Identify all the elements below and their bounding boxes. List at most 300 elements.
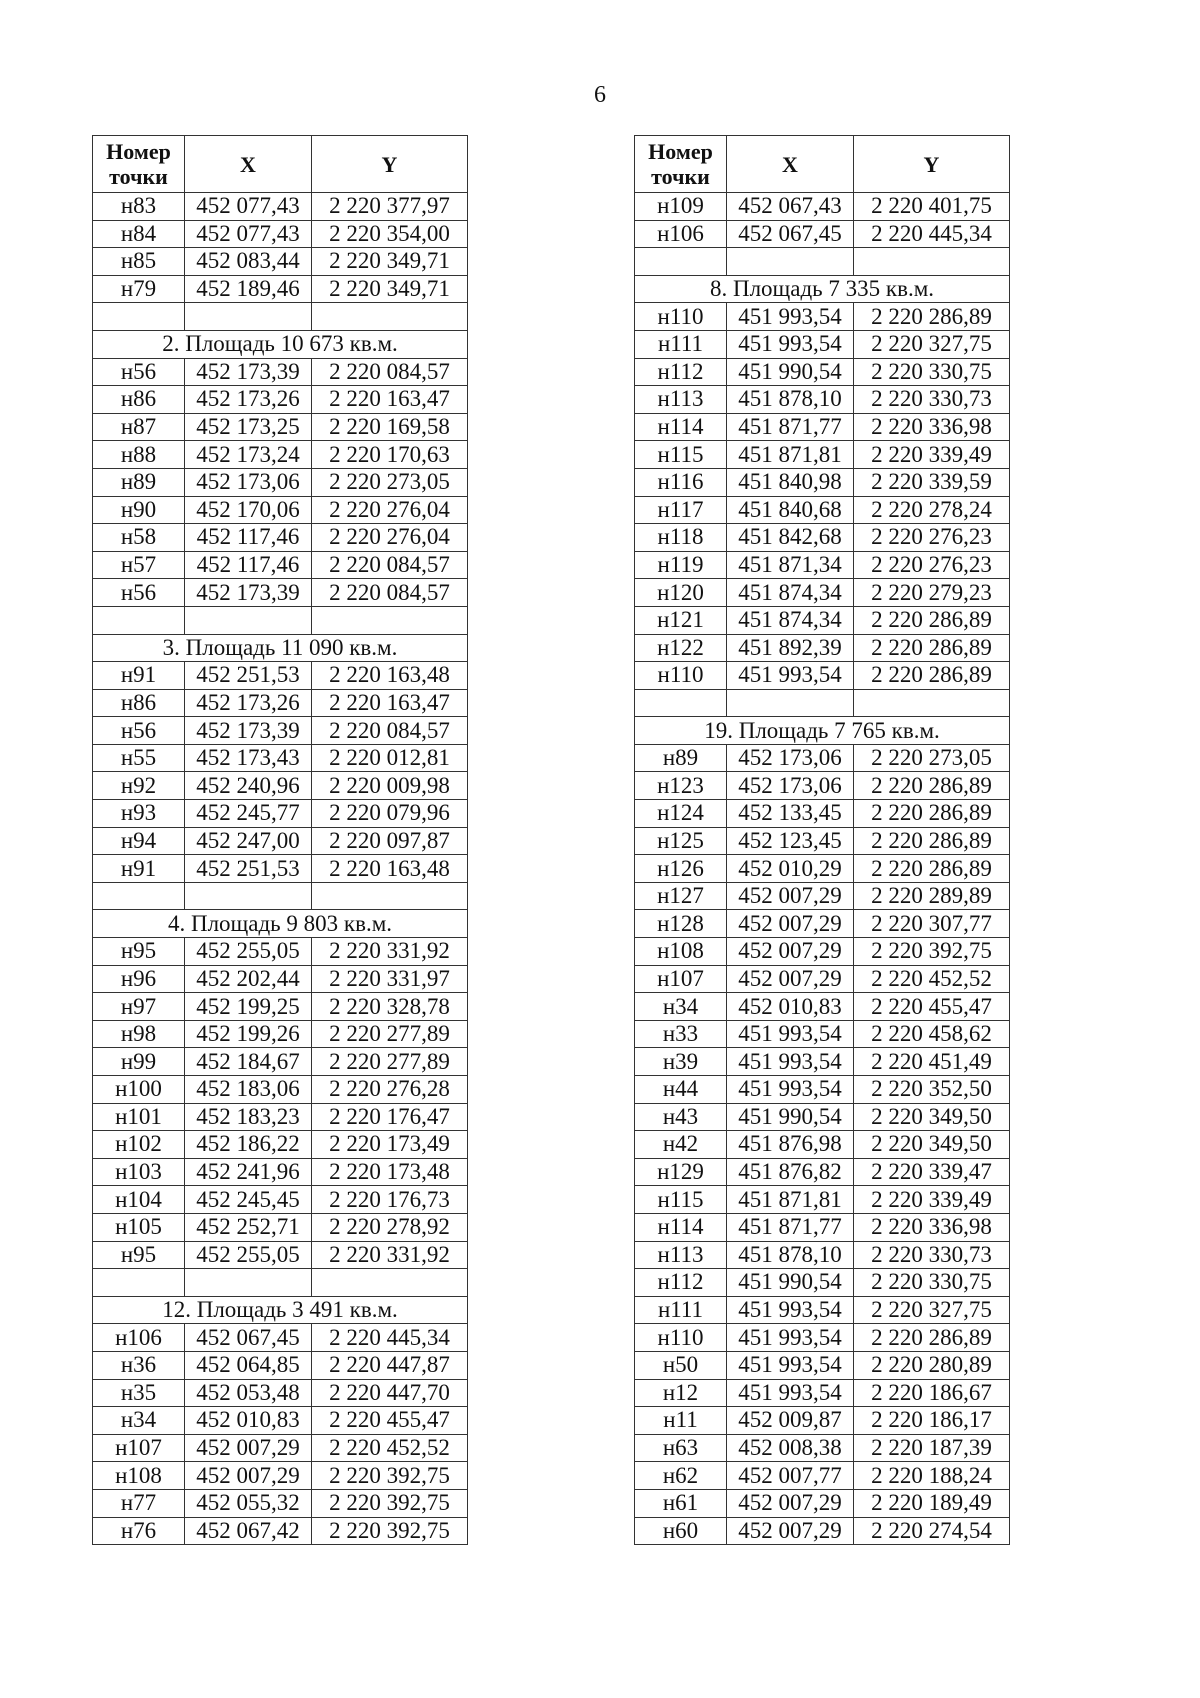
x-coordinate-cell: 452 255,05 (185, 938, 312, 966)
point-number-cell: н76 (93, 1517, 185, 1545)
point-number-cell: н33 (635, 1020, 727, 1048)
y-coordinate-cell: 2 220 084,57 (312, 358, 468, 386)
table-row (93, 193, 468, 221)
table-row (635, 606, 1010, 634)
y-coordinate-cell: 2 220 176,73 (312, 1186, 468, 1214)
point-number-cell: н43 (635, 1103, 727, 1131)
point-number-cell: н108 (635, 938, 727, 966)
y-coordinate-cell: 2 220 188,24 (854, 1462, 1010, 1490)
x-coordinate-cell: 451 871,81 (727, 441, 854, 469)
x-coordinate-cell: 451 874,34 (727, 579, 854, 607)
x-coordinate-cell: 452 123,45 (727, 827, 854, 855)
x-coordinate-cell: 451 993,54 (727, 330, 854, 358)
table-body (635, 193, 1010, 1545)
section-title: 8. Площадь 7 335 кв.м. (635, 275, 1010, 303)
table-row (93, 358, 468, 386)
point-number-cell: н124 (635, 800, 727, 828)
y-coordinate-cell: 2 220 447,70 (312, 1379, 468, 1407)
x-coordinate-cell: 452 173,39 (185, 717, 312, 745)
x-coordinate-cell: 451 993,54 (727, 1379, 854, 1407)
point-number-cell: н109 (635, 193, 727, 221)
point-number-cell: н35 (93, 1379, 185, 1407)
table-row (635, 220, 1010, 248)
point-number-cell: н99 (93, 1048, 185, 1076)
table-row (93, 496, 468, 524)
table-row (635, 1076, 1010, 1104)
y-coordinate-cell: 2 220 286,89 (854, 800, 1010, 828)
y-coordinate-cell: 2 220 079,96 (312, 800, 468, 828)
table-row (93, 413, 468, 441)
y-coordinate-cell: 2 220 349,50 (854, 1131, 1010, 1159)
section-title-row (93, 1296, 468, 1324)
empty-cell (312, 1269, 468, 1297)
y-coordinate-cell: 2 220 336,98 (854, 413, 1010, 441)
point-number-cell: н123 (635, 772, 727, 800)
table-row (635, 468, 1010, 496)
empty-cell (312, 882, 468, 910)
empty-cell (312, 303, 468, 331)
point-number-cell: н128 (635, 910, 727, 938)
x-coordinate-cell: 452 064,85 (185, 1351, 312, 1379)
x-coordinate-cell: 451 871,77 (727, 1213, 854, 1241)
table-row (93, 468, 468, 496)
y-coordinate-cell: 2 220 307,77 (854, 910, 1010, 938)
x-coordinate-cell: 451 871,34 (727, 551, 854, 579)
point-number-cell: н77 (93, 1489, 185, 1517)
y-coordinate-cell: 2 220 352,50 (854, 1076, 1010, 1104)
y-coordinate-cell: 2 220 276,23 (854, 551, 1010, 579)
empty-cell (185, 882, 312, 910)
x-coordinate-cell: 452 010,83 (727, 993, 854, 1021)
y-coordinate-cell: 2 220 278,92 (312, 1213, 468, 1241)
x-coordinate-cell: 452 173,26 (185, 386, 312, 414)
table-row (93, 1020, 468, 1048)
table-row (93, 1131, 468, 1159)
x-coordinate-cell: 452 251,53 (185, 662, 312, 690)
x-coordinate-cell: 452 007,29 (727, 938, 854, 966)
point-number-cell: н95 (93, 938, 185, 966)
y-coordinate-cell: 2 220 447,87 (312, 1351, 468, 1379)
table-row (635, 1324, 1010, 1352)
x-coordinate-cell: 451 871,81 (727, 1186, 854, 1214)
y-coordinate-cell: 2 220 170,63 (312, 441, 468, 469)
blank-row (635, 689, 1010, 717)
table-row (635, 1379, 1010, 1407)
y-coordinate-cell: 2 220 276,04 (312, 524, 468, 552)
y-coordinate-cell: 2 220 286,89 (854, 827, 1010, 855)
y-coordinate-cell: 2 220 339,47 (854, 1158, 1010, 1186)
table-row (93, 551, 468, 579)
y-coordinate-cell: 2 220 327,75 (854, 1296, 1010, 1324)
empty-cell (93, 1269, 185, 1297)
point-number-cell: н57 (93, 551, 185, 579)
table-row (635, 1434, 1010, 1462)
x-coordinate-cell: 451 871,77 (727, 413, 854, 441)
x-coordinate-cell: 452 173,06 (727, 772, 854, 800)
point-number-cell: н110 (635, 303, 727, 331)
x-coordinate-cell: 452 173,24 (185, 441, 312, 469)
y-coordinate-cell: 2 220 392,75 (312, 1462, 468, 1490)
y-coordinate-cell: 2 220 452,52 (854, 965, 1010, 993)
point-number-cell: н96 (93, 965, 185, 993)
x-coordinate-cell: 452 083,44 (185, 248, 312, 276)
point-number-cell: н39 (635, 1048, 727, 1076)
y-coordinate-cell: 2 220 277,89 (312, 1020, 468, 1048)
y-coordinate-cell: 2 220 276,23 (854, 524, 1010, 552)
table-row (93, 1186, 468, 1214)
point-number-cell: н107 (635, 965, 727, 993)
x-coordinate-cell: 452 133,45 (727, 800, 854, 828)
y-coordinate-cell: 2 220 330,73 (854, 1241, 1010, 1269)
point-number-cell: н94 (93, 827, 185, 855)
x-coordinate-cell: 452 245,45 (185, 1186, 312, 1214)
x-coordinate-cell: 452 241,96 (185, 1158, 312, 1186)
x-coordinate-cell: 452 183,06 (185, 1076, 312, 1104)
table-row (635, 662, 1010, 690)
x-coordinate-cell: 452 077,43 (185, 193, 312, 221)
table-row (93, 1213, 468, 1241)
point-number-cell: н112 (635, 358, 727, 386)
section-title: 4. Площадь 9 803 кв.м. (93, 910, 468, 938)
y-coordinate-cell: 2 220 276,04 (312, 496, 468, 524)
table-header-row (635, 136, 1010, 193)
x-coordinate-cell: 452 067,43 (727, 193, 854, 221)
table-row (635, 1489, 1010, 1517)
table-row (93, 744, 468, 772)
table-row (635, 634, 1010, 662)
point-number-cell: н114 (635, 413, 727, 441)
y-coordinate-cell: 2 220 289,89 (854, 882, 1010, 910)
x-coordinate-cell: 451 840,68 (727, 496, 854, 524)
table-row (93, 1434, 468, 1462)
point-number-cell: н56 (93, 579, 185, 607)
x-coordinate-cell: 452 173,43 (185, 744, 312, 772)
table-row (93, 1158, 468, 1186)
table-row (93, 386, 468, 414)
x-coordinate-cell: 451 990,54 (727, 358, 854, 386)
point-number-cell: н106 (93, 1324, 185, 1352)
point-number-cell: н120 (635, 579, 727, 607)
point-number-cell: н61 (635, 1489, 727, 1517)
point-number-cell: н86 (93, 689, 185, 717)
y-coordinate-cell: 2 220 339,49 (854, 441, 1010, 469)
empty-cell (727, 248, 854, 276)
section-title: 3. Площадь 11 090 кв.м. (93, 634, 468, 662)
y-coordinate-cell: 2 220 084,57 (312, 717, 468, 745)
point-number-cell: н90 (93, 496, 185, 524)
point-number-cell: н129 (635, 1158, 727, 1186)
x-coordinate-cell: 451 993,54 (727, 1351, 854, 1379)
point-number-cell: н127 (635, 882, 727, 910)
y-coordinate-cell: 2 220 163,47 (312, 386, 468, 414)
point-number-cell: н60 (635, 1517, 727, 1545)
table-row (635, 524, 1010, 552)
table-row (635, 303, 1010, 331)
x-coordinate-cell: 452 010,29 (727, 855, 854, 883)
section-title-row (635, 717, 1010, 745)
empty-cell (635, 248, 727, 276)
table-row (635, 772, 1010, 800)
empty-cell (854, 689, 1010, 717)
y-coordinate-cell: 2 220 286,89 (854, 634, 1010, 662)
y-coordinate-cell: 2 220 189,49 (854, 1489, 1010, 1517)
table-row (93, 689, 468, 717)
table-row (635, 358, 1010, 386)
x-coordinate-cell: 451 990,54 (727, 1103, 854, 1131)
table-row (93, 1407, 468, 1435)
empty-cell (854, 248, 1010, 276)
table-row (93, 1351, 468, 1379)
section-title: 2. Площадь 10 673 кв.м. (93, 330, 468, 358)
table-row (635, 965, 1010, 993)
y-coordinate-cell: 2 220 455,47 (854, 993, 1010, 1021)
point-number-cell: н55 (93, 744, 185, 772)
x-coordinate-cell: 452 007,77 (727, 1462, 854, 1490)
point-number-cell: н110 (635, 662, 727, 690)
x-coordinate-cell: 451 842,68 (727, 524, 854, 552)
x-coordinate-cell: 451 840,98 (727, 468, 854, 496)
section-title: 12. Площадь 3 491 кв.м. (93, 1296, 468, 1324)
section-title-row (93, 910, 468, 938)
table-row (635, 496, 1010, 524)
point-number-cell: н100 (93, 1076, 185, 1104)
point-number-cell: н91 (93, 662, 185, 690)
coordinates-table-right (634, 135, 1010, 1545)
x-coordinate-cell: 452 007,29 (727, 910, 854, 938)
point-number-cell: н84 (93, 220, 185, 248)
table-row (93, 1076, 468, 1104)
point-number-cell: н125 (635, 827, 727, 855)
y-coordinate-cell: 2 220 274,54 (854, 1517, 1010, 1545)
point-number-cell: н118 (635, 524, 727, 552)
point-number-cell: н34 (93, 1407, 185, 1435)
section-title-row (635, 275, 1010, 303)
table-row (635, 1048, 1010, 1076)
point-number-cell: н110 (635, 1324, 727, 1352)
x-coordinate-cell: 452 173,25 (185, 413, 312, 441)
point-number-cell: н121 (635, 606, 727, 634)
point-number-cell: н86 (93, 386, 185, 414)
y-coordinate-cell: 2 220 349,50 (854, 1103, 1010, 1131)
table-row (635, 1462, 1010, 1490)
x-coordinate-cell: 452 007,29 (185, 1462, 312, 1490)
table-row (635, 579, 1010, 607)
y-coordinate-cell: 2 220 084,57 (312, 551, 468, 579)
table-row (93, 220, 468, 248)
empty-cell (185, 1269, 312, 1297)
y-coordinate-cell: 2 220 331,92 (312, 938, 468, 966)
table-row (93, 248, 468, 276)
y-coordinate-cell: 2 220 278,24 (854, 496, 1010, 524)
blank-row (93, 882, 468, 910)
table-row (635, 1517, 1010, 1545)
coordinates-table-left (92, 135, 468, 1545)
point-number-cell: н93 (93, 800, 185, 828)
table-row (635, 1131, 1010, 1159)
point-number-cell: н87 (93, 413, 185, 441)
y-coordinate-cell: 2 220 097,87 (312, 827, 468, 855)
table-row (635, 993, 1010, 1021)
y-coordinate-cell: 2 220 009,98 (312, 772, 468, 800)
table-row (93, 1517, 468, 1545)
point-number-cell: н104 (93, 1186, 185, 1214)
x-coordinate-cell: 451 993,54 (727, 662, 854, 690)
table-row (93, 1048, 468, 1076)
point-number-cell: н105 (93, 1213, 185, 1241)
x-coordinate-cell: 452 117,46 (185, 551, 312, 579)
x-coordinate-cell: 452 247,00 (185, 827, 312, 855)
blank-row (93, 606, 468, 634)
point-number-cell: н89 (635, 744, 727, 772)
x-coordinate-cell: 451 993,54 (727, 1048, 854, 1076)
empty-cell (312, 606, 468, 634)
point-number-cell: н50 (635, 1351, 727, 1379)
point-number-cell: н56 (93, 717, 185, 745)
header-y: Y (312, 136, 468, 193)
y-coordinate-cell: 2 220 349,71 (312, 248, 468, 276)
header-x: X (185, 136, 312, 193)
point-number-cell: н11 (635, 1407, 727, 1435)
table-row (635, 1351, 1010, 1379)
point-number-cell: н113 (635, 386, 727, 414)
x-coordinate-cell: 452 202,44 (185, 965, 312, 993)
point-number-cell: н83 (93, 193, 185, 221)
y-coordinate-cell: 2 220 186,67 (854, 1379, 1010, 1407)
point-number-cell: н88 (93, 441, 185, 469)
point-number-cell: н101 (93, 1103, 185, 1131)
x-coordinate-cell: 452 245,77 (185, 800, 312, 828)
table-row (93, 1379, 468, 1407)
point-number-cell: н107 (93, 1434, 185, 1462)
point-number-cell: н85 (93, 248, 185, 276)
x-coordinate-cell: 452 007,29 (727, 965, 854, 993)
x-coordinate-cell: 452 199,26 (185, 1020, 312, 1048)
point-number-cell: н56 (93, 358, 185, 386)
table-row (93, 1324, 468, 1352)
point-number-cell: н12 (635, 1379, 727, 1407)
table-row (93, 1103, 468, 1131)
header-x: X (727, 136, 854, 193)
table-row (93, 855, 468, 883)
page-number: 6 (594, 82, 606, 108)
x-coordinate-cell: 451 878,10 (727, 386, 854, 414)
table-row (635, 855, 1010, 883)
table-row (93, 662, 468, 690)
table-row (635, 193, 1010, 221)
x-coordinate-cell: 452 007,29 (185, 1434, 312, 1462)
table-row (635, 1186, 1010, 1214)
y-coordinate-cell: 2 220 452,52 (312, 1434, 468, 1462)
y-coordinate-cell: 2 220 354,00 (312, 220, 468, 248)
x-coordinate-cell: 452 255,05 (185, 1241, 312, 1269)
x-coordinate-cell: 452 009,87 (727, 1407, 854, 1435)
x-coordinate-cell: 452 067,45 (727, 220, 854, 248)
y-coordinate-cell: 2 220 169,58 (312, 413, 468, 441)
y-coordinate-cell: 2 220 173,48 (312, 1158, 468, 1186)
y-coordinate-cell: 2 220 451,49 (854, 1048, 1010, 1076)
table-row (93, 1241, 468, 1269)
y-coordinate-cell: 2 220 163,48 (312, 662, 468, 690)
x-coordinate-cell: 451 993,54 (727, 1076, 854, 1104)
table-row (93, 275, 468, 303)
point-number-cell: н62 (635, 1462, 727, 1490)
table-body (93, 193, 468, 1545)
table-row (635, 1296, 1010, 1324)
x-coordinate-cell: 452 010,83 (185, 1407, 312, 1435)
point-number-cell: н115 (635, 1186, 727, 1214)
x-coordinate-cell: 452 183,23 (185, 1103, 312, 1131)
point-number-cell: н114 (635, 1213, 727, 1241)
x-coordinate-cell: 451 876,98 (727, 1131, 854, 1159)
y-coordinate-cell: 2 220 336,98 (854, 1213, 1010, 1241)
table-row (635, 827, 1010, 855)
y-coordinate-cell: 2 220 349,71 (312, 275, 468, 303)
y-coordinate-cell: 2 220 280,89 (854, 1351, 1010, 1379)
header-point-number: Номер точки (635, 136, 727, 193)
point-number-cell: н126 (635, 855, 727, 883)
point-number-cell: н112 (635, 1269, 727, 1297)
point-number-cell: н111 (635, 1296, 727, 1324)
table-row (635, 800, 1010, 828)
section-title-row (93, 330, 468, 358)
y-coordinate-cell: 2 220 455,47 (312, 1407, 468, 1435)
table-row (635, 1269, 1010, 1297)
table-header-row (93, 136, 468, 193)
point-number-cell: н42 (635, 1131, 727, 1159)
x-coordinate-cell: 451 874,34 (727, 606, 854, 634)
point-number-cell: н97 (93, 993, 185, 1021)
point-number-cell: н34 (635, 993, 727, 1021)
table-row (635, 744, 1010, 772)
x-coordinate-cell: 451 993,54 (727, 303, 854, 331)
x-coordinate-cell: 451 990,54 (727, 1269, 854, 1297)
x-coordinate-cell: 451 993,54 (727, 1020, 854, 1048)
y-coordinate-cell: 2 220 273,05 (312, 468, 468, 496)
x-coordinate-cell: 452 173,39 (185, 579, 312, 607)
x-coordinate-cell: 451 892,39 (727, 634, 854, 662)
table-row (93, 717, 468, 745)
y-coordinate-cell: 2 220 445,34 (312, 1324, 468, 1352)
table-row (635, 938, 1010, 966)
blank-row (635, 248, 1010, 276)
table-row (93, 800, 468, 828)
x-coordinate-cell: 452 007,29 (727, 882, 854, 910)
table-row (635, 330, 1010, 358)
y-coordinate-cell: 2 220 279,23 (854, 579, 1010, 607)
y-coordinate-cell: 2 220 084,57 (312, 579, 468, 607)
x-coordinate-cell: 452 189,46 (185, 275, 312, 303)
x-coordinate-cell: 452 117,46 (185, 524, 312, 552)
empty-cell (185, 303, 312, 331)
y-coordinate-cell: 2 220 339,59 (854, 468, 1010, 496)
point-number-cell: н36 (93, 1351, 185, 1379)
y-coordinate-cell: 2 220 286,89 (854, 855, 1010, 883)
y-coordinate-cell: 2 220 331,97 (312, 965, 468, 993)
table-row (635, 1020, 1010, 1048)
x-coordinate-cell: 452 067,45 (185, 1324, 312, 1352)
blank-row (93, 303, 468, 331)
empty-cell (185, 606, 312, 634)
y-coordinate-cell: 2 220 330,75 (854, 1269, 1010, 1297)
x-coordinate-cell: 451 878,10 (727, 1241, 854, 1269)
point-number-cell: н116 (635, 468, 727, 496)
table-row (635, 1241, 1010, 1269)
y-coordinate-cell: 2 220 176,47 (312, 1103, 468, 1131)
table-row (635, 1407, 1010, 1435)
point-number-cell: н63 (635, 1434, 727, 1462)
y-coordinate-cell: 2 220 286,89 (854, 772, 1010, 800)
y-coordinate-cell: 2 220 276,28 (312, 1076, 468, 1104)
